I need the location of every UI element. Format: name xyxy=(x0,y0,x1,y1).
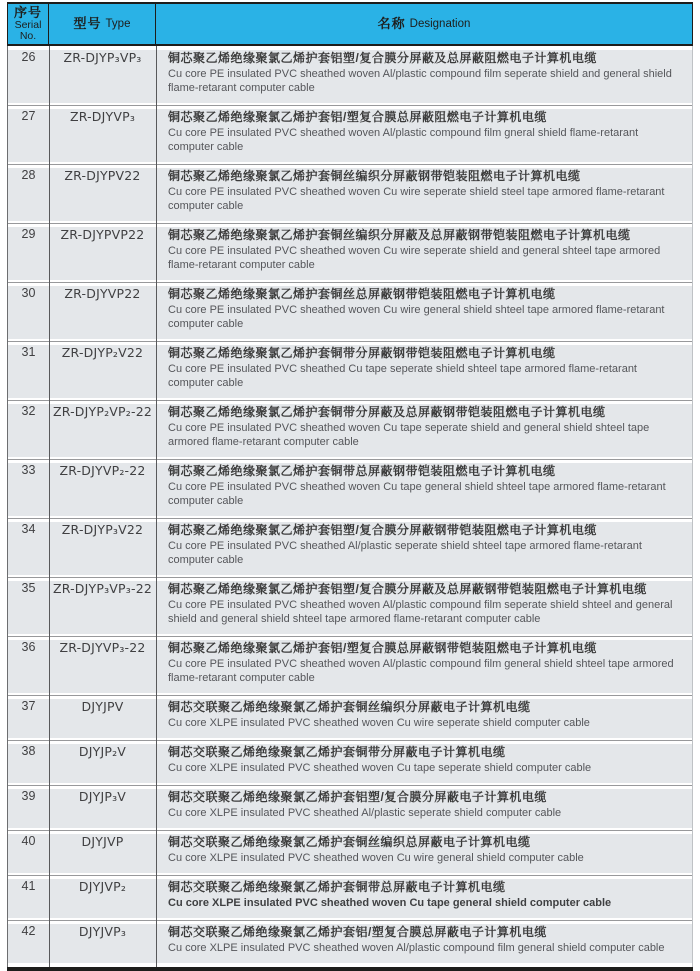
table-row xyxy=(8,640,692,693)
row-separator xyxy=(8,103,692,109)
serial-number-cell: 31 xyxy=(21,345,36,359)
table-row xyxy=(8,924,692,963)
type-code-cell: ZR-DJYP₃V22 xyxy=(61,522,144,537)
type-code-cell: ZR-DJYVP22 xyxy=(64,286,141,301)
designation-english: Cu core XLPE insulated PVC sheathed woven Cu wire seperate shield computer cable xyxy=(168,717,590,729)
serial-number-cell: 33 xyxy=(21,463,36,477)
row-separator xyxy=(8,873,692,879)
designation-chinese: 铜芯交联聚乙烯绝缘聚氯乙烯护套铜带分屏蔽电子计算机电缆 xyxy=(168,745,506,759)
designation-chinese: 铜芯交联聚乙烯绝缘聚氯乙烯护套铝/塑复合膜总屏蔽电子计算机电缆 xyxy=(168,925,547,939)
type-code-cell: ZR-DJYPVP22 xyxy=(60,227,145,242)
designation-cell xyxy=(156,164,692,225)
designation-cell xyxy=(156,459,692,520)
column-divider-2 xyxy=(156,46,157,967)
designation-chinese: 铜芯聚乙烯绝缘聚氯乙烯护套铜带分屏蔽及总屏蔽钢带铠装阻燃电子计算机电缆 xyxy=(168,405,606,419)
designation-cell xyxy=(156,518,692,579)
serial-number-cell: 34 xyxy=(21,522,36,536)
designation-chinese: 铜芯聚乙烯绝缘聚氯乙烯护套铜丝总屏蔽钢带铠装阻燃电子计算机电缆 xyxy=(168,287,556,301)
header-type xyxy=(49,4,156,44)
table-bottom-border xyxy=(7,967,693,971)
serial-number-cell: 26 xyxy=(21,50,36,64)
designation-english: Cu core XLPE insulated PVC sheathed woven Cu wire general shield computer cable xyxy=(168,852,584,864)
designation-cell xyxy=(156,875,692,922)
table-row xyxy=(8,463,692,516)
designation-chinese: 铜芯聚乙烯绝缘聚氯乙烯护套铝/塑复合膜总屏蔽钢带铠装阻燃电子计算机电缆 xyxy=(168,641,597,655)
serial-number-cell: 39 xyxy=(21,789,36,803)
table-body xyxy=(7,46,693,967)
designation-cell xyxy=(156,282,692,343)
designation-cell xyxy=(156,636,692,697)
table-row xyxy=(8,227,692,280)
serial-number-cell: 28 xyxy=(21,168,36,182)
designation-english: Cu core XLPE insulated PVC sheathed woven Al/plastic compound film general shield computer cable xyxy=(168,942,665,954)
column-divider-1 xyxy=(49,46,50,967)
type-code-cell: DJYJVP₂ xyxy=(78,879,127,894)
table-row xyxy=(8,168,692,221)
row-separator xyxy=(8,634,692,640)
table-row xyxy=(8,789,692,828)
type-code-cell: ZR-DJYVP₂-22 xyxy=(59,463,146,478)
header-designation-en: Designation xyxy=(409,17,471,30)
designation-english: Cu core PE insulated PVC sheathed woven Cu wire seperate shield and general shteel tape armored flame-retarant computer cable xyxy=(168,245,661,271)
row-separator xyxy=(8,516,692,522)
designation-english: Cu core PE insulated PVC sheathed Al/plastic seperate shield shteel tape armored flame-retarant computer cable xyxy=(168,540,642,566)
type-code-cell: DJYJP₂V xyxy=(78,744,127,759)
designation-cell xyxy=(156,46,692,107)
designation-chinese: 铜芯聚乙烯绝缘聚氯乙烯护套铜带分屏蔽钢带铠装阻燃电子计算机电缆 xyxy=(168,346,556,360)
serial-number-cell: 40 xyxy=(21,834,36,848)
designation-english: Cu core PE insulated PVC sheathed woven Cu tape seperate shield and general shield shteel tape armored flame-retarant computer cable xyxy=(168,422,650,448)
designation-english: Cu core PE insulated PVC sheathed woven Al/plastic compound film seperate shield and general shield flame-retarant computer cable xyxy=(168,68,672,94)
serial-number-cell: 38 xyxy=(21,744,36,758)
type-code-cell: DJYJP₃V xyxy=(78,789,127,804)
table-row xyxy=(8,744,692,783)
designation-cell xyxy=(156,920,692,967)
table-row xyxy=(8,404,692,457)
designation-chinese: 铜芯交联聚乙烯绝缘聚氯乙烯护套铜带总屏蔽电子计算机电缆 xyxy=(168,880,506,894)
designation-cell xyxy=(156,695,692,742)
type-code-cell: ZR-DJYP₃VP₃-22 xyxy=(52,581,153,596)
designation-english: Cu core PE insulated PVC sheathed Cu tape seperate shield shteel tape armored flame-retarant computer cable xyxy=(168,363,637,389)
serial-number-cell: 42 xyxy=(21,924,36,938)
designation-chinese: 铜芯聚乙烯绝缘聚氯乙烯护套铝塑/复合膜分屏蔽及总屏蔽钢带铠装阻燃电子计算机电缆 xyxy=(168,582,647,596)
designation-chinese: 铜芯聚乙烯绝缘聚氯乙烯护套铝塑/复合膜分屏蔽钢带铠装阻燃电子计算机电缆 xyxy=(168,523,597,537)
type-code-cell: ZR-DJYVP₃-22 xyxy=(59,640,146,655)
designation-cell xyxy=(156,577,692,638)
cable-spec-table xyxy=(7,2,693,971)
row-separator xyxy=(8,693,692,699)
table-row xyxy=(8,834,692,873)
serial-number-cell: 35 xyxy=(21,581,36,595)
serial-number-cell: 30 xyxy=(21,286,36,300)
table-row xyxy=(8,50,692,103)
table-row xyxy=(8,345,692,398)
designation-chinese: 铜芯交联聚乙烯绝缘聚氯乙烯护套铜丝编织总屏蔽电子计算机电缆 xyxy=(168,835,531,849)
header-serial-no xyxy=(8,4,49,44)
header-serial-zh: 序号 xyxy=(13,5,42,20)
designation-cell xyxy=(156,105,692,166)
type-code-cell: ZR-DJYP₂V22 xyxy=(61,345,144,360)
designation-english: Cu core PE insulated PVC sheathed woven Al/plastic compound film general shield shteel tape armored flame-retarant computer cable xyxy=(168,658,674,684)
table-row xyxy=(8,522,692,575)
type-code-cell: ZR-DJYPV22 xyxy=(64,168,141,183)
header-designation-zh: 名称 xyxy=(377,16,406,31)
designation-english: Cu core PE insulated PVC sheathed woven Cu wire general shield shteel tape armored flame-retarant computer cable xyxy=(168,304,665,330)
serial-number-cell: 32 xyxy=(21,404,36,418)
row-separator xyxy=(8,398,692,404)
designation-cell xyxy=(156,400,692,461)
designation-cell xyxy=(156,830,692,877)
designation-english: Cu core XLPE insulated PVC sheathed woven Cu tape seperate shield computer cable xyxy=(168,762,592,774)
table-header-row xyxy=(7,2,693,46)
type-code-cell: ZR-DJYP₃VP₃ xyxy=(63,50,142,65)
row-separator xyxy=(8,918,692,924)
row-separator xyxy=(8,339,692,345)
designation-english: Cu core XLPE insulated PVC sheathed Al/plastic seperate shield computer cable xyxy=(168,807,562,819)
row-separator xyxy=(8,828,692,834)
designation-chinese: 铜芯交联聚乙烯绝缘聚氯乙烯护套铝塑/复合膜分屏蔽电子计算机电缆 xyxy=(168,790,547,804)
type-code-cell: ZR-DJYVP₃ xyxy=(69,109,136,124)
designation-cell xyxy=(156,785,692,832)
designation-chinese: 铜芯聚乙烯绝缘聚氯乙烯护套铝塑/复合膜分屏蔽及总屏蔽阻燃电子计算机电缆 xyxy=(168,51,597,65)
serial-number-cell: 36 xyxy=(21,640,36,654)
header-serial-en1: Serial xyxy=(14,19,42,31)
designation-english: Cu core PE insulated PVC sheathed woven Cu tape general shield shteel tape armored flame-retarant computer cable xyxy=(168,481,666,507)
designation-english: Cu core PE insulated PVC sheathed woven Al/plastic compound film seperate shield shteel and general shield and general shield shteel tape armored flame-retarant computer cable xyxy=(168,599,673,625)
header-serial-en2: No. xyxy=(19,30,37,42)
designation-cell xyxy=(156,223,692,284)
serial-number-cell: 29 xyxy=(21,227,36,241)
designation-chinese: 铜芯交联聚乙烯绝缘聚氯乙烯护套铜丝编织分屏蔽电子计算机电缆 xyxy=(168,700,531,714)
table-row xyxy=(8,879,692,918)
row-separator xyxy=(8,457,692,463)
row-separator xyxy=(8,575,692,581)
serial-number-cell: 37 xyxy=(21,699,36,713)
row-separator xyxy=(8,162,692,168)
designation-chinese: 铜芯聚乙烯绝缘聚氯乙烯护套铜丝编织分屏蔽及总屏蔽钢带铠装阻燃电子计算机电缆 xyxy=(168,228,631,242)
table-row xyxy=(8,581,692,634)
designation-english: Cu core PE insulated PVC sheathed woven Al/plastic compound film gneral shield flame-retarant computer cable xyxy=(168,127,639,153)
table-row xyxy=(8,109,692,162)
designation-english: Cu core PE insulated PVC sheathed woven Cu wire seperate shield steel tape armored flame-retarant computer cable xyxy=(168,186,665,212)
type-code-cell: DJYJVP₃ xyxy=(78,924,127,939)
header-type-en: Type xyxy=(105,17,131,30)
designation-chinese: 铜芯聚乙烯绝缘聚氯乙烯护套铜丝编织分屏蔽钢带铠装阻燃电子计算机电缆 xyxy=(168,169,581,183)
row-separator xyxy=(8,221,692,227)
header-type-zh: 型号 xyxy=(73,16,102,31)
header-designation xyxy=(156,4,692,44)
serial-number-cell: 27 xyxy=(21,109,36,123)
serial-number-cell: 41 xyxy=(21,879,36,893)
designation-chinese: 铜芯聚乙烯绝缘聚氯乙烯护套铜带总屏蔽钢带铠装阻燃电子计算机电缆 xyxy=(168,464,556,478)
table-row xyxy=(8,286,692,339)
row-separator xyxy=(8,783,692,789)
row-separator xyxy=(8,280,692,286)
row-separator xyxy=(8,738,692,744)
designation-english: Cu core XLPE insulated PVC sheathed woven Cu tape general shield computer cable xyxy=(168,897,612,909)
designation-cell xyxy=(156,341,692,402)
table-row xyxy=(8,699,692,738)
designation-chinese: 铜芯聚乙烯绝缘聚氯乙烯护套铝/塑复合膜总屏蔽阻燃电子计算机电缆 xyxy=(168,110,547,124)
type-code-cell: DJYJPV xyxy=(81,699,124,714)
type-code-cell: DJYJVP xyxy=(81,834,124,849)
designation-cell xyxy=(156,740,692,787)
type-code-cell: ZR-DJYP₂VP₂-22 xyxy=(52,404,153,419)
